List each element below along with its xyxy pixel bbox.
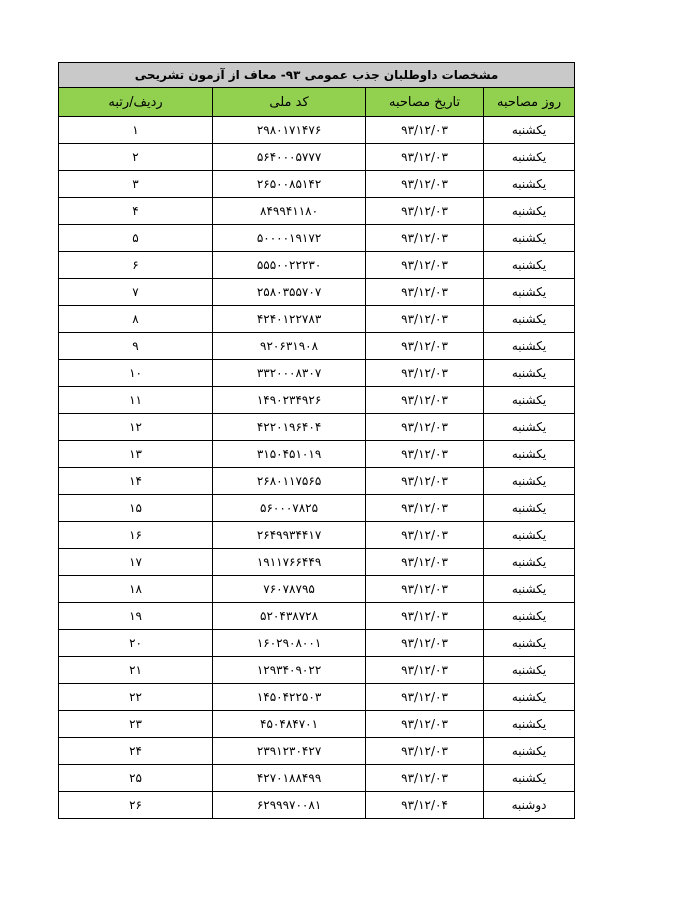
cell-interview-date: ۹۳/۱۲/۰۳ (366, 765, 484, 792)
cell-rank: ۱۳ (59, 441, 213, 468)
cell-rank: ۱۷ (59, 549, 213, 576)
cell-interview-day: یکشنبه (484, 414, 575, 441)
cell-interview-date: ۹۳/۱۲/۰۳ (366, 468, 484, 495)
table-row (59, 387, 575, 414)
cell-interview-date: ۹۳/۱۲/۰۳ (366, 387, 484, 414)
cell-rank: ۲ (59, 144, 213, 171)
cell-interview-day: یکشنبه (484, 144, 575, 171)
header-interview-day: روز مصاحبه (484, 88, 575, 117)
cell-rank: ۱۴ (59, 468, 213, 495)
cell-interview-day: یکشنبه (484, 117, 575, 144)
cell-rank: ۲۰ (59, 630, 213, 657)
cell-rank: ۱۹ (59, 603, 213, 630)
cell-interview-day: یکشنبه (484, 225, 575, 252)
cell-interview-date: ۹۳/۱۲/۰۳ (366, 711, 484, 738)
cell-interview-date: ۹۳/۱۲/۰۳ (366, 333, 484, 360)
cell-interview-day: یکشنبه (484, 468, 575, 495)
cell-national-id: ۲۳۹۱۲۳۰۴۲۷ (213, 738, 366, 765)
cell-interview-day: یکشنبه (484, 576, 575, 603)
cell-national-id: ۵۶۴۰۰۰۵۷۷۷ (213, 144, 366, 171)
cell-interview-date: ۹۳/۱۲/۰۳ (366, 171, 484, 198)
cell-interview-day: یکشنبه (484, 171, 575, 198)
cell-interview-day: یکشنبه (484, 387, 575, 414)
cell-interview-day: یکشنبه (484, 549, 575, 576)
cell-interview-date: ۹۳/۱۲/۰۳ (366, 684, 484, 711)
table-row (59, 522, 575, 549)
cell-interview-date: ۹۳/۱۲/۰۳ (366, 630, 484, 657)
cell-rank: ۷ (59, 279, 213, 306)
cell-interview-date: ۹۳/۱۲/۰۳ (366, 117, 484, 144)
table-row (59, 738, 575, 765)
cell-rank: ۶ (59, 252, 213, 279)
header-rank: ردیف/رتبه (59, 88, 213, 117)
cell-rank: ۲۵ (59, 765, 213, 792)
candidates-table (58, 62, 575, 819)
table-row (59, 657, 575, 684)
cell-rank: ۱۲ (59, 414, 213, 441)
cell-interview-day: یکشنبه (484, 306, 575, 333)
cell-rank: ۱۶ (59, 522, 213, 549)
cell-rank: ۱۰ (59, 360, 213, 387)
table-row (59, 225, 575, 252)
cell-interview-day: یکشنبه (484, 684, 575, 711)
cell-interview-date: ۹۳/۱۲/۰۳ (366, 360, 484, 387)
cell-interview-day: یکشنبه (484, 765, 575, 792)
table-row (59, 333, 575, 360)
cell-rank: ۲۳ (59, 711, 213, 738)
cell-interview-date: ۹۳/۱۲/۰۳ (366, 657, 484, 684)
cell-national-id: ۱۲۹۳۴۰۹۰۲۲ (213, 657, 366, 684)
table-row (59, 765, 575, 792)
cell-national-id: ۵۰۰۰۰۱۹۱۷۲ (213, 225, 366, 252)
cell-rank: ۲۶ (59, 792, 213, 819)
cell-national-id: ۲۹۸۰۱۷۱۴۷۶ (213, 117, 366, 144)
cell-national-id: ۷۶۰۷۸۷۹۵ (213, 576, 366, 603)
cell-interview-day: یکشنبه (484, 441, 575, 468)
cell-rank: ۹ (59, 333, 213, 360)
cell-interview-day: یکشنبه (484, 198, 575, 225)
cell-national-id: ۵۶۰۰۰۷۸۲۵ (213, 495, 366, 522)
cell-national-id: ۱۴۵۰۴۲۲۵۰۳ (213, 684, 366, 711)
header-row (59, 88, 575, 117)
table-row (59, 603, 575, 630)
cell-national-id: ۵۲۰۴۳۸۷۲۸ (213, 603, 366, 630)
cell-interview-date: ۹۳/۱۲/۰۳ (366, 549, 484, 576)
table-title-row (59, 63, 575, 88)
table-body (59, 117, 575, 819)
table-title: مشخصات داوطلبان جذب عمومی ۹۳- معاف از آزمون تشریحی (59, 63, 575, 88)
cell-interview-date: ۹۳/۱۲/۰۳ (366, 306, 484, 333)
cell-rank: ۱۱ (59, 387, 213, 414)
cell-rank: ۴ (59, 198, 213, 225)
cell-interview-date: ۹۳/۱۲/۰۳ (366, 738, 484, 765)
table-row (59, 117, 575, 144)
cell-rank: ۲۴ (59, 738, 213, 765)
table-row (59, 792, 575, 819)
table-row (59, 360, 575, 387)
header-national-id: کد ملی (213, 88, 366, 117)
header-interview-date: تاریخ مصاحبه (366, 88, 484, 117)
cell-national-id: ۲۶۵۰۰۸۵۱۴۲ (213, 171, 366, 198)
cell-national-id: ۱۶۰۲۹۰۸۰۰۱ (213, 630, 366, 657)
cell-rank: ۲۲ (59, 684, 213, 711)
cell-national-id: ۲۶۴۹۹۳۴۴۱۷ (213, 522, 366, 549)
candidates-sheet (58, 62, 574, 819)
cell-interview-day: یکشنبه (484, 657, 575, 684)
table-row (59, 144, 575, 171)
table-row (59, 279, 575, 306)
table-row (59, 549, 575, 576)
table-row (59, 468, 575, 495)
cell-interview-day: یکشنبه (484, 252, 575, 279)
cell-national-id: ۴۲۴۰۱۲۲۷۸۳ (213, 306, 366, 333)
cell-rank: ۱۵ (59, 495, 213, 522)
cell-rank: ۸ (59, 306, 213, 333)
cell-rank: ۱۸ (59, 576, 213, 603)
cell-interview-date: ۹۳/۱۲/۰۴ (366, 792, 484, 819)
cell-interview-day: یکشنبه (484, 711, 575, 738)
cell-interview-day: یکشنبه (484, 738, 575, 765)
cell-national-id: ۳۳۲۰۰۰۸۳۰۷ (213, 360, 366, 387)
cell-national-id: ۸۴۹۹۴۱۱۸۰ (213, 198, 366, 225)
cell-interview-date: ۹۳/۱۲/۰۳ (366, 603, 484, 630)
cell-interview-day: یکشنبه (484, 522, 575, 549)
cell-interview-date: ۹۳/۱۲/۰۳ (366, 144, 484, 171)
cell-interview-date: ۹۳/۱۲/۰۳ (366, 495, 484, 522)
cell-interview-day: یکشنبه (484, 603, 575, 630)
cell-interview-day: یکشنبه (484, 279, 575, 306)
cell-national-id: ۵۵۵۰۰۲۲۲۳۰ (213, 252, 366, 279)
table-row (59, 252, 575, 279)
cell-interview-day: یکشنبه (484, 333, 575, 360)
cell-interview-date: ۹۳/۱۲/۰۳ (366, 441, 484, 468)
table-row (59, 441, 575, 468)
cell-interview-day: یکشنبه (484, 630, 575, 657)
cell-rank: ۵ (59, 225, 213, 252)
cell-national-id: ۹۲۰۶۳۱۹۰۸ (213, 333, 366, 360)
table-row (59, 576, 575, 603)
cell-national-id: ۴۲۲۰۱۹۶۴۰۴ (213, 414, 366, 441)
cell-national-id: ۳۱۵۰۴۵۱۰۱۹ (213, 441, 366, 468)
cell-national-id: ۴۲۷۰۱۸۸۴۹۹ (213, 765, 366, 792)
cell-national-id: ۴۵۰۴۸۴۷۰۱ (213, 711, 366, 738)
table-row (59, 684, 575, 711)
table-row (59, 198, 575, 225)
cell-interview-date: ۹۳/۱۲/۰۳ (366, 414, 484, 441)
cell-interview-date: ۹۳/۱۲/۰۳ (366, 576, 484, 603)
cell-interview-date: ۹۳/۱۲/۰۳ (366, 522, 484, 549)
table-row (59, 711, 575, 738)
cell-rank: ۳ (59, 171, 213, 198)
cell-interview-date: ۹۳/۱۲/۰۳ (366, 279, 484, 306)
table-row (59, 630, 575, 657)
table-row (59, 495, 575, 522)
cell-interview-date: ۹۳/۱۲/۰۳ (366, 225, 484, 252)
cell-national-id: ۶۲۹۹۹۷۰۰۸۱ (213, 792, 366, 819)
cell-national-id: ۲۶۸۰۱۱۷۵۶۵ (213, 468, 366, 495)
table-row (59, 306, 575, 333)
cell-interview-day: یکشنبه (484, 495, 575, 522)
cell-national-id: ۱۴۹۰۲۳۴۹۲۶ (213, 387, 366, 414)
cell-interview-day: دوشنبه (484, 792, 575, 819)
table-row (59, 414, 575, 441)
cell-interview-date: ۹۳/۱۲/۰۳ (366, 198, 484, 225)
cell-national-id: ۱۹۱۱۷۶۶۴۴۹ (213, 549, 366, 576)
cell-rank: ۱ (59, 117, 213, 144)
cell-interview-date: ۹۳/۱۲/۰۳ (366, 252, 484, 279)
cell-rank: ۲۱ (59, 657, 213, 684)
table-row (59, 171, 575, 198)
cell-national-id: ۲۵۸۰۳۵۵۷۰۷ (213, 279, 366, 306)
cell-interview-day: یکشنبه (484, 360, 575, 387)
